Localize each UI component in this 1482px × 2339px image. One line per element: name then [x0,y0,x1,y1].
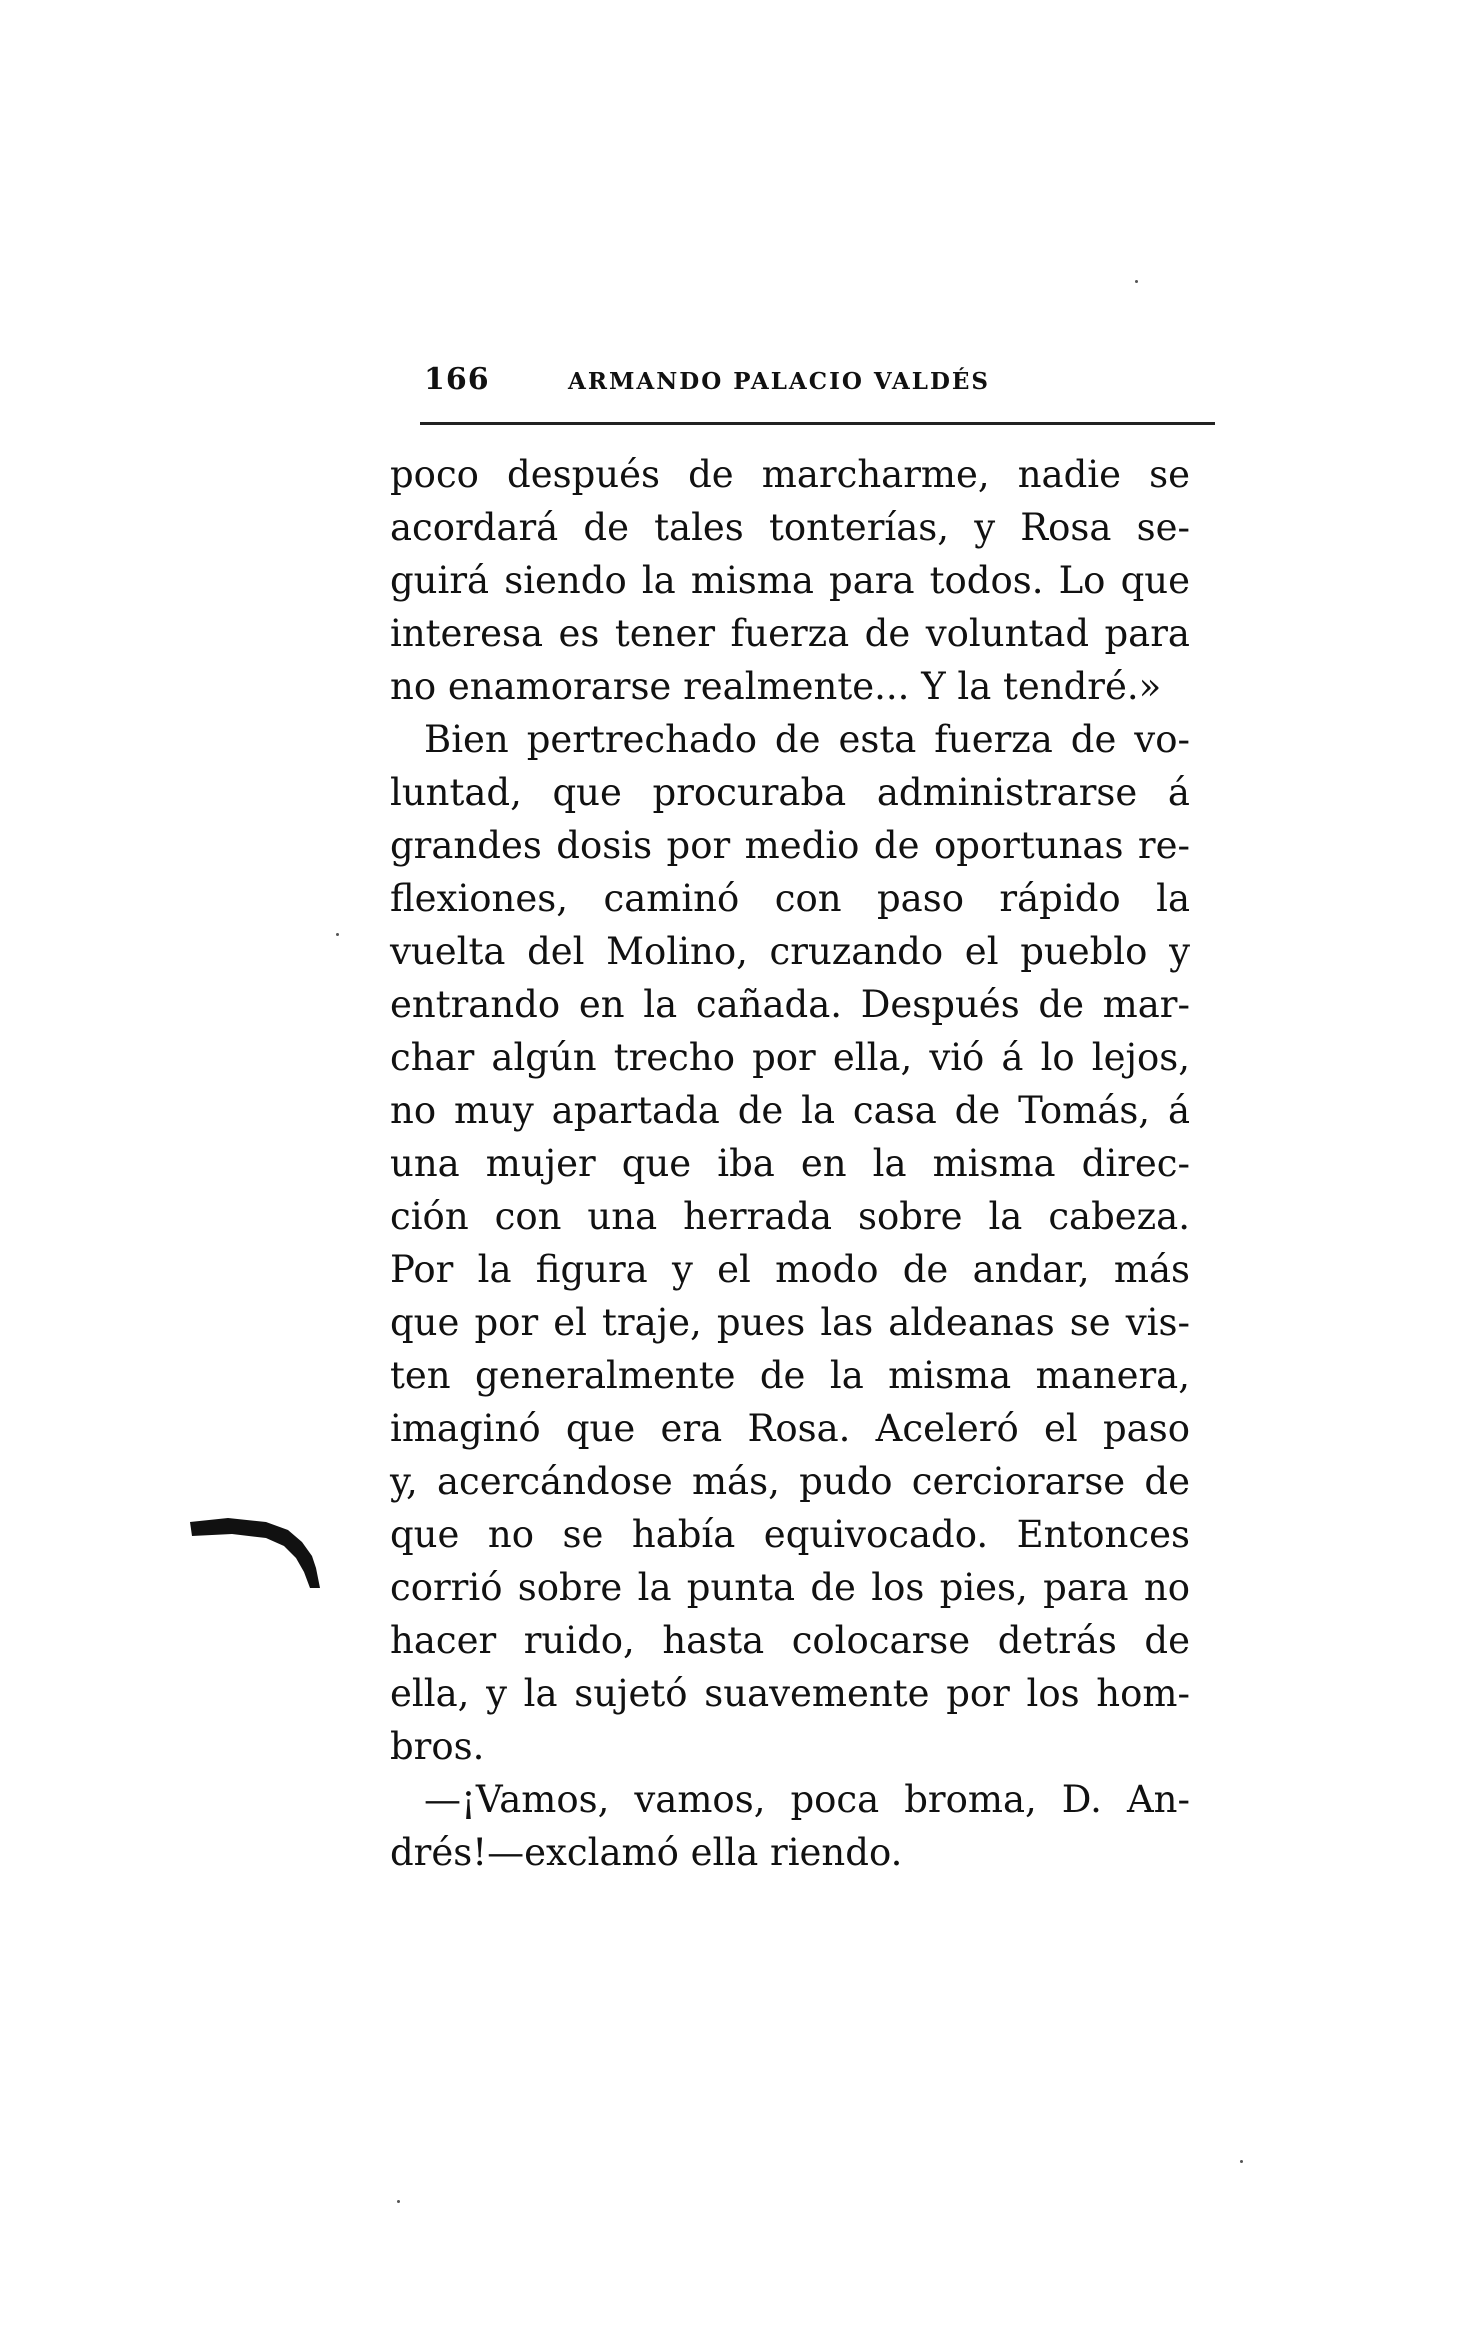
text-line: no muy apartada de la casa de Tomás, á [390,1089,1190,1132]
text-line: bros. [390,1725,485,1768]
text-line: char algún trecho por ella, vió á lo lejos, [390,1036,1190,1079]
text-line: imaginó que era Rosa. Aceleró el paso [390,1407,1190,1450]
header-rule [420,422,1215,425]
text-line: corrió sobre la punta de los pies, para no [390,1566,1190,1609]
page-number: 166 [424,362,490,397]
paper-speck [1240,2160,1243,2163]
text-line: —¡Vamos, vamos, poca broma, D. An- [424,1778,1190,1821]
text-line: luntad, que procuraba administrarse á [390,771,1190,814]
text-line: ten generalmente de la misma manera, [390,1354,1190,1397]
text-line: grandes dosis por medio de oportunas re- [390,824,1190,867]
text-line: Bien pertrechado de esta fuerza de vo- [424,718,1190,761]
running-head: ARMANDO PALACIO VALDÉS [568,368,991,395]
text-line: no enamorarse realmente... Y la tendré.» [390,665,1162,708]
text-line: y, acercándose más, pudo cerciorarse de [390,1460,1190,1503]
text-line: Por la figura y el modo de andar, más [390,1248,1190,1291]
body-text [390,448,1190,1879]
text-line: guirá siendo la misma para todos. Lo que [390,559,1190,602]
text-line: drés!—exclamó ella riendo. [390,1831,903,1874]
paper-speck [397,2200,400,2203]
text-line: ción con una herrada sobre la cabeza. [390,1195,1190,1238]
text-line: hacer ruido, hasta colocarse detrás de [390,1619,1190,1662]
text-line: vuelta del Molino, cruzando el pueblo y [390,930,1190,973]
text-line: ella, y la sujetó suavemente por los hom- [390,1672,1190,1715]
text-line: poco después de marcharme, nadie se [390,453,1190,496]
text-line: una mujer que iba en la misma direc- [390,1142,1190,1185]
text-line: interesa es tener fuerza de voluntad para [390,612,1190,655]
paper-speck [1135,280,1138,283]
paper-speck [336,933,339,936]
text-line: flexiones, caminó con paso rápido la [390,877,1190,920]
text-line: que por el traje, pues las aldeanas se vis- [390,1301,1190,1344]
text-line: acordará de tales tonterías, y Rosa se- [390,506,1190,549]
page-header [420,362,1220,406]
text-line: entrando en la cañada. Después de mar- [390,983,1190,1026]
text-line: que no se había equivocado. Entonces [390,1513,1190,1556]
ink-mark [188,1508,338,1598]
